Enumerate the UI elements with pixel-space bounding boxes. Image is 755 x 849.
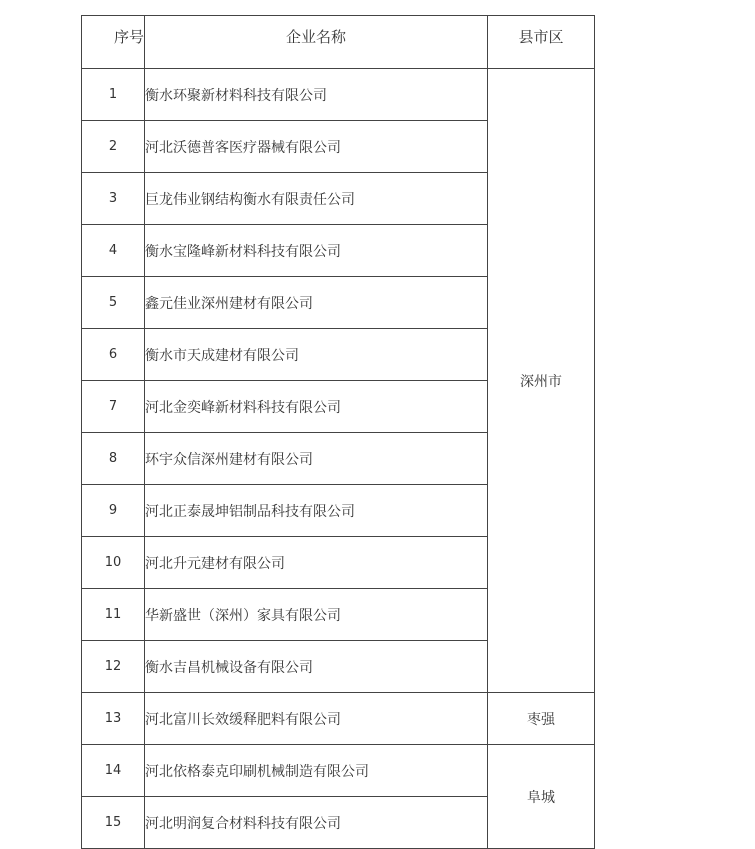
company-name: 河北富川长效缓释肥料有限公司 [145, 693, 488, 745]
row-number: 15 [82, 797, 145, 849]
row-number: 2 [82, 121, 145, 173]
company-table [81, 15, 595, 849]
row-number: 1 [82, 69, 145, 121]
row-number: 3 [82, 173, 145, 225]
company-name: 衡水市天成建材有限公司 [145, 329, 488, 381]
row-number: 14 [82, 745, 145, 797]
row-number: 12 [82, 641, 145, 693]
table-row [82, 693, 595, 745]
county-cell-zaoqiang: 枣强 [488, 693, 595, 745]
company-name: 河北升元建材有限公司 [145, 537, 488, 589]
company-name: 河北沃德普客医疗器械有限公司 [145, 121, 488, 173]
company-name: 巨龙伟业钢结构衡水有限责任公司 [145, 173, 488, 225]
row-number: 9 [82, 485, 145, 537]
company-name: 环宇众信深州建材有限公司 [145, 433, 488, 485]
row-number: 7 [82, 381, 145, 433]
row-number: 4 [82, 225, 145, 277]
county-cell-shenzhou: 深州市 [488, 69, 595, 693]
company-name: 河北正泰晟坤铝制品科技有限公司 [145, 485, 488, 537]
header-county: 县市区 [488, 16, 595, 69]
company-name: 衡水环聚新材料科技有限公司 [145, 69, 488, 121]
company-name: 河北依格泰克印刷机械制造有限公司 [145, 745, 488, 797]
company-name: 衡水宝隆峰新材料科技有限公司 [145, 225, 488, 277]
table-header-row [82, 16, 595, 69]
row-number: 5 [82, 277, 145, 329]
county-cell-fucheng: 阜城 [488, 745, 595, 849]
company-name: 鑫元佳业深州建材有限公司 [145, 277, 488, 329]
company-name: 华新盛世（深州）家具有限公司 [145, 589, 488, 641]
row-number: 6 [82, 329, 145, 381]
table-row [82, 745, 595, 797]
company-name: 衡水吉昌机械设备有限公司 [145, 641, 488, 693]
table-row [82, 69, 595, 121]
company-name: 河北金奕峰新材料科技有限公司 [145, 381, 488, 433]
header-company-name: 企业名称 [145, 16, 488, 69]
row-number: 8 [82, 433, 145, 485]
row-number: 11 [82, 589, 145, 641]
header-no: 序号 [82, 16, 145, 69]
company-name: 河北明润复合材料科技有限公司 [145, 797, 488, 849]
row-number: 13 [82, 693, 145, 745]
row-number: 10 [82, 537, 145, 589]
